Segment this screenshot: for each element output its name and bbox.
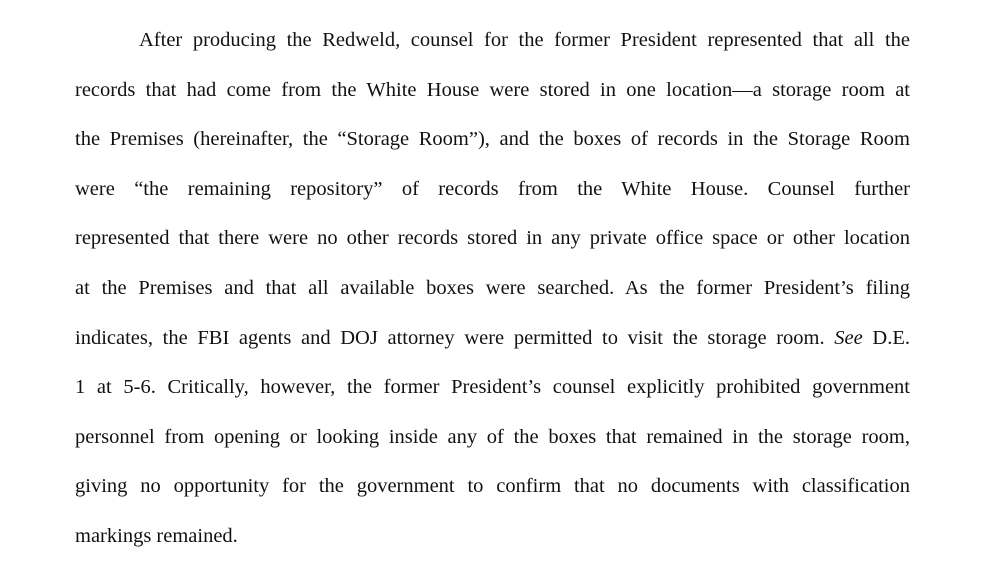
- line-text: records that had come from the White House were stored in one location—a storage room at: [75, 78, 910, 101]
- paragraph-line-11: [75, 516, 910, 566]
- line-text: markings remained.: [75, 524, 238, 547]
- line-text-after: D.E.: [862, 326, 910, 349]
- line-text: After producing the Redweld, counsel for the former President represented that all the: [139, 29, 910, 51]
- paragraph-line-4: [75, 169, 910, 219]
- line-text: were “the remaining repository” of records from the White House. Counsel further: [75, 177, 910, 200]
- paragraph-line-3: [75, 119, 910, 169]
- line-text: personnel from opening or looking inside any of the boxes that remained in the storage room,: [75, 425, 910, 448]
- paragraph-line-2: [75, 70, 910, 120]
- line-text: 1 at 5-6. Critically, however, the former President’s counsel explicitly prohibited government: [75, 376, 910, 399]
- paragraph-line-6: [75, 268, 910, 318]
- citation-signal-see: See: [834, 326, 863, 349]
- line-text: the Premises (hereinafter, the “Storage Room”), and the boxes of records in the Storage Room: [75, 128, 910, 151]
- paragraph-line-5: [75, 218, 910, 268]
- paragraph-line-10: [75, 466, 910, 516]
- line-text: giving no opportunity for the government to confirm that no documents with classification: [75, 475, 910, 498]
- paragraph-line-7: [75, 318, 910, 368]
- line-text: represented that there were no other records stored in any private office space or other location: [75, 227, 910, 250]
- paragraph-line-1: [75, 20, 910, 70]
- line-text-before: indicates, the FBI agents and DOJ attorney were permitted to visit the storage room.: [75, 326, 835, 349]
- body-paragraph: [75, 20, 910, 566]
- paragraph-line-8: [75, 367, 910, 417]
- line-text: at the Premises and that all available boxes were searched. As the former President’s filing: [75, 276, 910, 299]
- paragraph-line-9: [75, 417, 910, 467]
